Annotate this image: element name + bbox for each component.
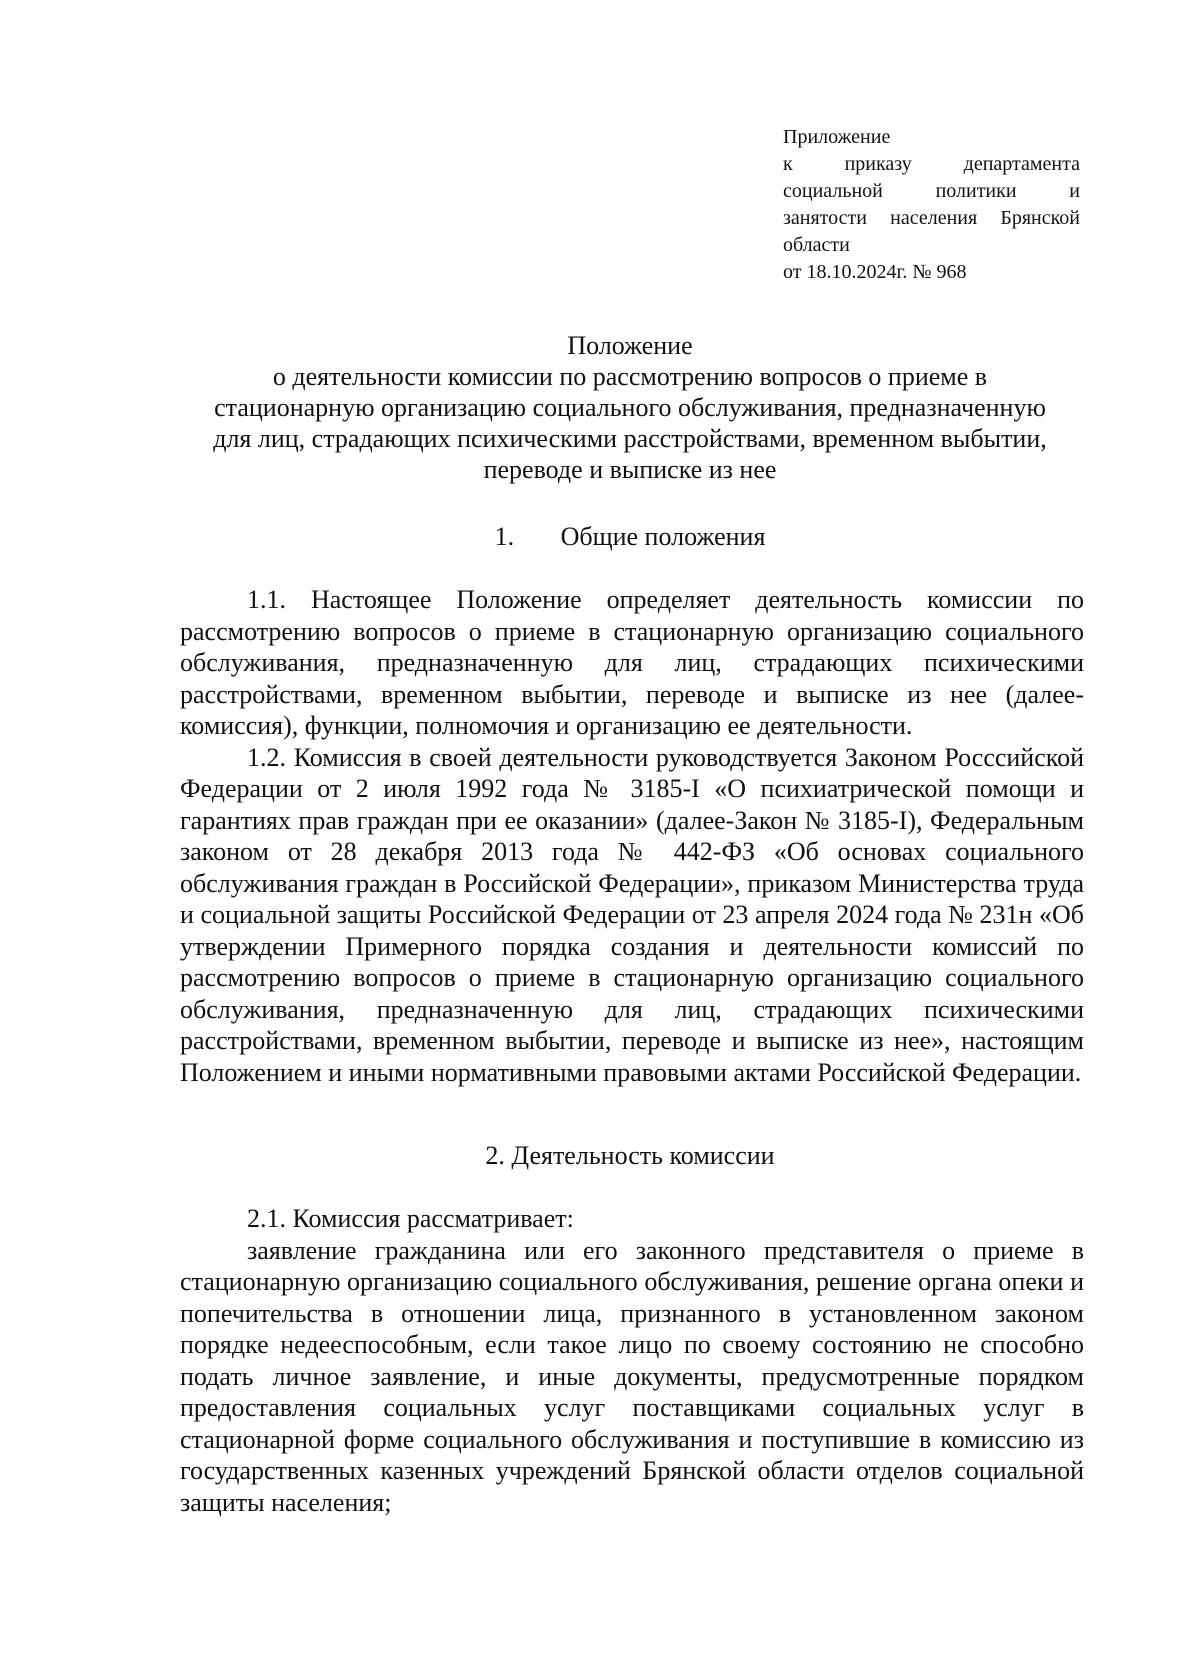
section-1-title: Общие положения <box>560 522 766 551</box>
paragraph-2-1: 2.1. Комиссия рассматривает: <box>247 1204 574 1233</box>
attachment-line-5: области <box>783 234 850 256</box>
attachment-line-6: от 18.10.2024г. № 968 <box>783 261 967 283</box>
title-line-3: стационарную организацию социального обслуживания, предназначенную <box>214 393 1046 422</box>
paragraph-1-2: 1.2. Комиссия в своей деятельности руководствуется Законом Росссийской Федерации от 2 июля 1992 года № 3185-I «О психиатрической помощи и гарантиях прав граждан при ее оказании» (далее-Закон № 3185-I), Федеральным законом от 28 декабря 2013 года № 442-ФЗ «Об основах социального обслуживания граждан в Российской Федерации», приказом Министерства труда и социальной защиты Российской Федерации от 23 апреля 2024 года № 231н «Об утверждении Примерного порядка создания и деятельности комиссий по рассмотрению вопросов о приеме в стационарную организацию социального обслуживания, предназначенную для лиц, страдающих психическими расстройствами, временном выбытии, переводе и выписке из нее», настоящим Положением и иными нормативными правовыми актами Российской Федерации. <box>180 742 1084 1087</box>
section-1-heading <box>180 521 1080 552</box>
title-line-5: переводе и выписке из нее <box>483 455 777 484</box>
section-1-number: 1. <box>494 522 515 551</box>
section-2-body <box>180 1203 1084 1518</box>
section-2-heading <box>180 1140 1080 1171</box>
paragraph-1-1: 1.1. Настоящее Положение определяет деятельность комиссии по рассмотрению вопросов о приеме в стационарную организацию социального обслуживания, предназначенную для лиц, страдающих психическими расстройствами, временном выбытии, переводе и выписке из нее (далее-комиссия), функции, полномочия и организацию ее деятельности. <box>180 585 1084 740</box>
attachment-line-3: социальной политики и <box>783 180 1080 202</box>
paragraph-2-1-item: заявление гражданина или его законного представителя о приеме в стационарную организацию социального обслуживания, решение органа опеки и попечительства в отношении лица, признанного в установленном законом порядке недееспособным, если такое лицо по своему состоянию не способно подать личное заявление, и иные документы, предусмотренные порядком предоставления социальных услуг поставщиками социальных услуг в стационарной форме социального обслуживания и поступившие в комиссию из государственных казенных учреждений Брянской области отделов социальной защиты населения; <box>180 1235 1084 1517</box>
section-1-body <box>180 584 1084 1088</box>
attachment-line-4: занятости населения Брянской <box>783 207 1080 229</box>
attachment-line-2: к приказу департамента <box>783 153 1080 175</box>
document-title <box>180 330 1080 485</box>
title-line-4: для лиц, страдающих психическими расстройствами, временном выбытии, <box>213 424 1047 453</box>
attachment-block <box>783 124 1080 286</box>
section-2-title: 2. Деятельность комиссии <box>485 1141 775 1170</box>
title-line-1: Положение <box>567 331 693 360</box>
attachment-line-1: Приложение <box>783 126 891 148</box>
title-line-2: о деятельности комиссии по рассмотрению вопросов о приеме в <box>272 362 988 391</box>
